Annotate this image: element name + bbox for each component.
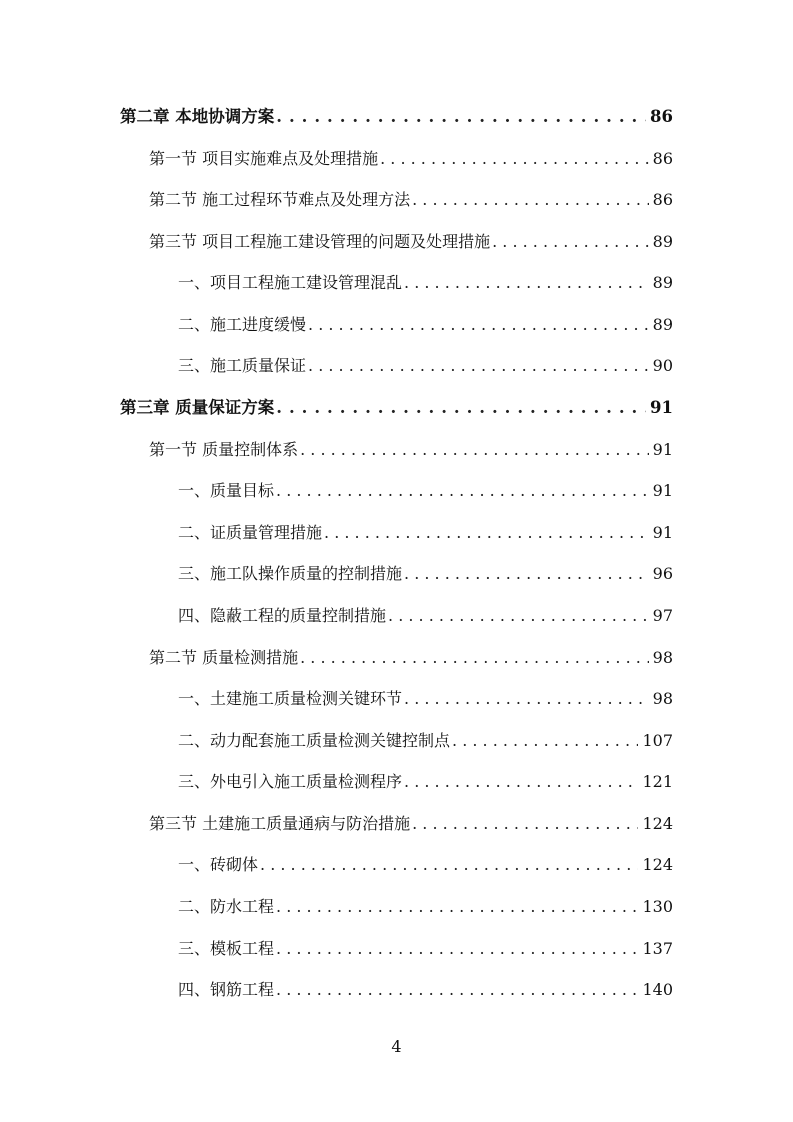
toc-entry[interactable]: [178, 688, 673, 710]
toc-entry-title: 四、钢筋工程: [178, 980, 275, 999]
toc-entry-page: 124: [642, 855, 673, 874]
toc-entry-title: 第一节 项目实施难点及处理措施: [149, 149, 379, 168]
toc-entry-title: 第三章 质量保证方案: [120, 398, 275, 417]
toc-entry[interactable]: [149, 647, 673, 669]
dot-leader: [308, 314, 649, 336]
toc-entry-title: 三、施工质量保证: [178, 356, 307, 375]
toc-entry-title: 三、外电引入施工质量检测程序: [178, 772, 403, 791]
toc-entry[interactable]: [149, 231, 673, 253]
dot-leader: [412, 813, 638, 835]
toc-entry-page: 91: [652, 440, 673, 459]
toc-entry[interactable]: [178, 272, 673, 294]
dot-leader: [412, 189, 649, 211]
toc-entry-page: 89: [652, 315, 673, 334]
dot-leader: [276, 979, 638, 1001]
dot-leader: [404, 563, 649, 585]
toc-entry[interactable]: [178, 314, 673, 336]
toc-entry-page: 86: [650, 107, 673, 126]
toc-entry-title: 第三节 土建施工质量通病与防治措施: [149, 814, 411, 833]
toc-entry-page: 107: [642, 731, 673, 750]
toc-entry-title: 三、模板工程: [178, 939, 275, 958]
toc-entry-title: 四、隐蔽工程的质量控制措施: [178, 606, 387, 625]
toc-entry-title: 第三节 项目工程施工建设管理的问题及处理措施: [149, 232, 491, 251]
dot-leader: [492, 231, 649, 253]
toc-entry[interactable]: [178, 563, 673, 585]
toc-entry-title: 二、动力配套施工质量检测关键控制点: [178, 731, 451, 750]
dot-leader: [260, 854, 638, 876]
toc-entry[interactable]: [120, 106, 673, 128]
toc-entry-page: 98: [652, 689, 673, 708]
dot-leader: [404, 688, 649, 710]
toc-entry-title: 二、施工进度缓慢: [178, 315, 307, 334]
toc-entry-title: 一、砖砌体: [178, 855, 259, 874]
dot-leader: [276, 938, 638, 960]
dot-leader: [388, 605, 649, 627]
toc-entry[interactable]: [149, 148, 673, 170]
toc-entry-page: 91: [650, 398, 673, 417]
toc-entry-page: 121: [642, 772, 673, 791]
toc-entry-title: 三、施工队操作质量的控制措施: [178, 564, 403, 583]
toc-entry[interactable]: [178, 771, 673, 793]
dot-leader: [300, 647, 649, 669]
dot-leader: [404, 272, 649, 294]
toc-entry[interactable]: [178, 979, 673, 1001]
toc-entry-title: 二、证质量管理措施: [178, 523, 323, 542]
toc-entry-page: 96: [652, 564, 673, 583]
toc-entry-title: 第二节 质量检测措施: [149, 648, 299, 667]
toc-entry-title: 第一节 质量控制体系: [149, 440, 299, 459]
toc-entry[interactable]: [178, 605, 673, 627]
toc-entry-title: 第二章 本地协调方案: [120, 107, 275, 126]
toc-entry[interactable]: [178, 480, 673, 502]
toc-entry[interactable]: [178, 522, 673, 544]
toc-entry-page: 140: [642, 980, 673, 999]
toc-entry-title: 一、项目工程施工建设管理混乱: [178, 273, 403, 292]
toc-entry-title: 二、防水工程: [178, 897, 275, 916]
toc-entry-title: 第二节 施工过程环节难点及处理方法: [149, 190, 411, 209]
toc-entry-page: 91: [652, 481, 673, 500]
toc-entry-page: 137: [642, 939, 673, 958]
dot-leader: [324, 522, 649, 544]
dot-leader: [276, 106, 646, 128]
toc-entry[interactable]: [178, 896, 673, 918]
dot-leader: [276, 896, 638, 918]
toc-entry-page: 97: [652, 606, 673, 625]
toc-entry[interactable]: [120, 397, 673, 419]
dot-leader: [452, 730, 638, 752]
toc-entry[interactable]: [149, 813, 673, 835]
dot-leader: [380, 148, 649, 170]
toc-entry-page: 124: [642, 814, 673, 833]
page-number: 4: [391, 1037, 402, 1056]
dot-leader: [308, 355, 649, 377]
dot-leader: [404, 771, 638, 793]
toc-entry-title: 一、质量目标: [178, 481, 275, 500]
toc-entry-page: 86: [652, 190, 673, 209]
toc-entry[interactable]: [178, 854, 673, 876]
toc-entry-page: 90: [652, 356, 673, 375]
toc-entry[interactable]: [178, 938, 673, 960]
toc-entry[interactable]: [149, 439, 673, 461]
dot-leader: [276, 480, 649, 502]
toc-entry-page: 86: [652, 149, 673, 168]
toc-entry[interactable]: [149, 189, 673, 211]
toc-entry[interactable]: [178, 730, 673, 752]
toc-entry-page: 89: [652, 273, 673, 292]
dot-leader: [300, 439, 649, 461]
toc-entry-page: 98: [652, 648, 673, 667]
toc-entry-page: 89: [652, 232, 673, 251]
toc-entry-page: 91: [652, 523, 673, 542]
toc-entry-page: 130: [642, 897, 673, 916]
toc-entry[interactable]: [178, 355, 673, 377]
toc-entry-title: 一、土建施工质量检测关键环节: [178, 689, 403, 708]
dot-leader: [276, 397, 646, 419]
